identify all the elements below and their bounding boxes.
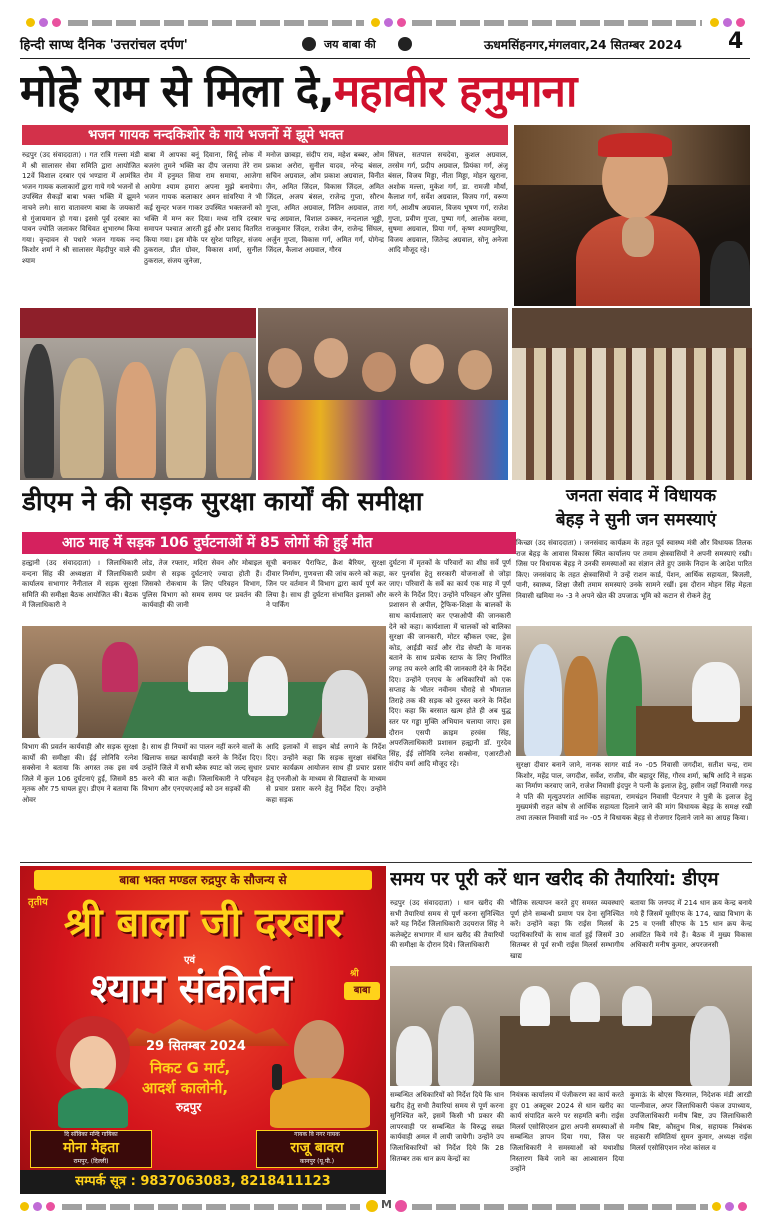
place-date: ऊधमसिंहनगर,मंगलवार,24 सितम्बर 2024	[484, 38, 682, 52]
mla-person-2	[564, 656, 598, 756]
crowd-top-shade	[512, 308, 752, 348]
ad-singer-left-caption: दि सॉविका मन्दि गायिका	[64, 1131, 118, 1138]
ad-singer-left-face	[70, 1036, 116, 1092]
lead-col-2: बाबा में आपका बनूं दिवाना, सिर्दू लोक में बजरंग तुमने भक्ति का दीप जलाया तेरे राम रोम में हनुमत सिया राम समाया, आजेगा आयेगा श्याम हमारा अपना मुझे बनायेगा। भजन गायक कलाकार अमन सांवरिया ने भी कई सुन्दर भजन गाकर उपस्थित भक्तजनों को भक्ति में मग्न कर दिया। मध्य रात्रि दरबार समापन पश्चात आरती हुई और प्रसाद वितरित किया गया। इस मौके पर सुरेश पारिहर, संजय ठुकराल, प्रीत ग्रोवर, विकास शर्मा, सुनील ठुकराल, संजय जुनेजा,	[144, 151, 262, 265]
tagline-ornament-right	[398, 37, 412, 51]
paddy-person-3	[520, 986, 550, 1026]
paddy-col-2: भौतिक सत्यापन करते हुए समस्त व्यवस्थाएं पूर्ण होने सम्बन्धी प्रमाण पत्र देना सुनिश्चित करें। उन्होंने कहा कि राईस मिलर्स के पदाधिकारियों के साथ वार्ता हुई जिसमें 30 सितम्बर से पूर्व सभी राईस मिलर्स सम्भागीय खाद्य	[510, 899, 624, 960]
dm-col-1: हल्द्वानी (उद संवाददाता) । जिलाधिकारी वन्दना सिंह की अध्यक्षता में जिलाधिकारी कार्यालय सभागार नैनीताल में सड़क सुरक्षा समिति की समीक्षा बैठक आयोजित की। बैठक में जिलाधिकारी ने	[22, 559, 138, 610]
paddy-bottom-col-3: कुमाऊं के बोएस फिरमाल, निदेशक मंडी आरडी पाल्नीवाल, अपर जिलाधिकारी पंकज उपाध्याय, उपजिलाधिकारी मनीष बिष्ट, उप जिलाधिकारी मनीष बिष्ट, कौस्तुभ मिश्र, सहायक निबंधक सहकारी समितियां सुमन कुमार, अध्यक्ष राईस मिलर्स एसोसिएशन नरेश कांसल व	[630, 1091, 752, 1152]
paddy-bottom-col-1: सम्बन्धित अधिकारियों को निर्देश दिये कि धान खरीद हेतु सभी तैयारियां समय से पूर्ण करना सुनिश्चित करें, इसमें किसी भी प्रकार की लापरवाही पर सम्बन्धित के विरुद्ध सख्त कार्यवाही अमल में लायी जायेगी। उन्होंने उप जिलाधिकारियों को निर्देश दिये कि 28 सितम्बर तक धान क्रय केन्द्रों का	[390, 1091, 504, 1163]
ad-title-line1: श्री बाला जी दरबार	[63, 900, 343, 946]
decor-dot-pink	[52, 18, 61, 27]
paddy-col-3: बताया कि जनपद में 214 धान क्रय केन्द्र बनाये गये हैं जिसमें यूसीएफ के 174, खाद्य विभाग के 25 व एनसी सीएफ के 15 धान क्रय केन्द्र आवंटित किये गये हैं। बैठक में मुख्य विकास अधिकारी मनीष कुमार, अपरजनसी	[630, 899, 752, 950]
crowd-rows	[512, 348, 752, 480]
audience-face-3	[362, 352, 396, 392]
dm-meeting-photo	[22, 626, 386, 738]
section-divider	[20, 862, 752, 863]
singer-photo	[514, 125, 750, 306]
stage-person-1	[24, 344, 54, 478]
lead-headline-black: मोहे राम से मिला दे,	[20, 66, 334, 117]
decor-dot-purple	[39, 18, 48, 27]
paper-name: हिन्दी साप्ध दैनिक 'उत्तरांचल दर्पण'	[20, 38, 188, 53]
decor-dot-yellow	[26, 18, 35, 27]
mla-headline-line1: जनता संवाद में विधायक	[565, 486, 717, 506]
mla-body-bottom: सुरक्षा दीवार बनाने जाने, नानक सागर वार्ड न० -05 निवासी जगदीश, सतीश चन्द्र, राम किशोर, महेंद्र पाल, जगदीश, सर्वेश, राजीव, वीर बहादुर सिंह, गौरव शर्मा, ऋषि आदि ने सड़क का निर्माण करवाए जाने, राजेश निवासी इंदपुर ने पत्नी के इलाज हेतु, हसीन जहाँ निवासी गरुड़ ने पति की मृत्युउपरांत आर्थिक सहायता, रामचंद्रन निवासी पेंटनपार ने पुत्री के इलाज हेतु मुख्यमंत्री राहत कोष से आर्थिक सहायता दिलाने जाने की मांग विधायक बेहड़ के समक्ष रखी तथा तत्काल निवासी वार्ड न० -05 ने विधायक बेहड़ से रोजगार दिलाने जाने का आग्रह किया।	[516, 761, 752, 822]
bottom-dot-pink	[46, 1202, 55, 1211]
audience-face-4	[410, 344, 444, 384]
ad-singer-right-name: राजू बावरा	[290, 1140, 344, 1156]
audience-face-1	[268, 348, 302, 388]
ad-singer-right-face	[294, 1020, 344, 1082]
paddy-bottom-col-2: नियंत्रक कार्यालय में पंजीकरण का कार्य करते हुए 01 अक्टूबर 2024 से धान खरीद का कार्य संपादित करने पर सहमति बनी। राईस मिलर्स एसोसिएशन द्वारा अपनी समस्याओं से सम्बन्धित ज्ञापन दिया गया, जिस पर जिलाधिकारी ने समस्याओं को यथाशीघ्र निस्तारण किये जाने का आश्वासन दिया उन्होंने	[510, 1091, 624, 1174]
dm-col-2: लोड, तेज रफ्तार, मदिरा सेवन और मोबाइल प्रयोग से सड़क दुर्घटनाएं ज्यादा होती हैं। जिसको रोकथाम के लिए परिवहन विभाग, पुलिस विभाग को समय समय पर प्रवर्तन की कार्यवाही की जानी	[142, 559, 262, 610]
decor-dot-purple-right	[723, 18, 732, 27]
event-photo-audience	[258, 308, 508, 480]
stage-person-4	[166, 348, 206, 478]
page-number: 4	[728, 29, 744, 54]
event-photo-crowd	[512, 308, 752, 480]
lead-col-3: मनोज छाबड़ा, संदीप राव, महेश बब्बर, ओम प्रकाश अरोरा, सुनील यादव, नरेन्द्र बंसल, सचिन अग्रवाल, ओम प्रकाश अग्रवाल, विनीत जैन, अमित जिंदल, विकास जिंदल, अमित जिंदल, अजय बंसल, राजेन्द्र गुप्ता, सौरभ गुप्ता, अमित अग्रवाल, नितिन अग्रवाल, तारा चन्द्र अग्रवाल, विशाल ठक्कर, नन्दलाल भूड्डी, राजकुमार जिंदल, राजेश जैन, राजेन्द्र सिंघल, अर्जुन गुप्ता, विकास गर्ग, अमित गर्ग, योगेन्द्र जिंदल, कैलाश अग्रवाल, गौरव	[266, 151, 384, 255]
ad-shree-small: श्री	[350, 969, 359, 979]
singer-hands	[622, 217, 654, 257]
bottom-dash-row-left	[62, 1204, 360, 1210]
dm-bottom-col-3: आदि इलाकों में साइन बोर्ड लगाने के निर्देश दिए। उन्होंने कहा कि सड़क सुरक्षा संबंधित प्रचार कार्यक्रम आयोजन साथ ही प्रचार प्रसार हेतु एनजीओ के माध्यम से विद्यालयों के माध्यम से प्रचार प्रसार करने हेतु निर्देश दिए। उन्होंने कहा सड़क	[266, 743, 386, 804]
bottom-dot-purple	[33, 1202, 42, 1211]
mla-person-1	[524, 644, 562, 756]
lead-headline	[20, 64, 755, 122]
meeting-person-4	[248, 656, 288, 716]
ad-tritiya: तृतीय	[28, 897, 48, 908]
ad-city: रुद्रपुर	[176, 1100, 202, 1114]
ad-venue-line1: निकट G मार्ट,	[150, 1059, 231, 1077]
bottom-marker: M	[381, 1198, 392, 1211]
bottom-dot-yellow	[20, 1202, 29, 1211]
ad-venue-line2: आदर्श कालोनी,	[142, 1079, 229, 1097]
bottom-dot-pink-right	[738, 1202, 747, 1211]
decor-dot-pink-mid	[397, 18, 406, 27]
stage-person-3	[116, 362, 156, 478]
meeting-person-5	[322, 670, 368, 738]
lead-col-4: सिंघल, सतपाल सचदेवा, कुशल अग्रवाल, तरसेम गर्ग, प्रदीप अग्रवाल, प्रियंका गर्ग, अंजू बंसल, विजय मिड्डा, नीता मिड्डा, मोहन खुराना, अशोक मल्ला, मुकेश गर्ग, डा. रामजी मौर्या, कैलाश गर्ग, सर्वेश अग्रवाल, विजय गर्ग, वरूण गर्ग, आशीष अग्रवाल, विजय भूषण गर्ग, राजेश गुप्ता, प्रवीण गुप्ता, पुष्पा गर्ग, आलोक वरमा, सुषमा अग्रवाल, प्रिया गर्ग, कृष्ण श्यामपुरिया, विजय अग्रवाल, जितेन्द्र अग्रवाल, सोनू अनेजा आदि मौजूद रहे।	[388, 151, 508, 255]
paddy-person-2	[438, 1006, 474, 1086]
dm-col-3: सूची बनाकर पैराफिट, क्रैश बैरियर, सुरक्षा दीवार निर्माण, गुणवत्ता की जांच करने को कहा, जिन पर वर्तमान में विभाग द्वारा कार्य पूर्ण कर लिया है। साथ ही दुर्घटना संभावित इलाकों और ने पार्किंग	[266, 559, 386, 610]
ad-singer-right-photo	[260, 1016, 378, 1128]
mla-photo	[516, 626, 752, 756]
dm-subhead: आठ माह में सड़क 106 दुर्घटनाओं में 85 लोगों की हुई मौत	[22, 532, 516, 554]
dm-col-4: दुर्घटना में मृतकों के परिवारों का शीघ्र सर्वे पूर्ण कर पुनर्वास हेतु सरकारी योजनाओं से जोड़ा जाए। परिवारों के सर्वे का कार्य एक माह में पूर्ण करने के निर्देश दिए। उन्होंने परिवहन और पुलिस प्रशासन से अपील, ट्रैफिक-शिक्षा के बालकों के साथ कार्यशालाएं कर एप्सओपी की जानकारी देने को कहा। कार्यशाला में चालकों को बालिका सुरक्षा की जानकारी, मोटर व्हीकल एक्ट, ड्रेस कोड, आईडी कार्ड और रोड सेफ्टी के मानक बताने के साथ प्रत्येक स्टाफ के लिए निर्धारित जगह तय करने आदि की जानकारी देने के निर्देश दिए। उन्होंने एनएच के अधिकारियों को एक सप्ताह के भीतर नवीनम चौराहे से भीमताल तिराहे तक की सड़क को दुरुस्त करने के निर्देश दिए। कहा कि बरसात खत्म होते ही अब युद्ध स्तर पर गड्ढा मुक्ति अभियान चलाया जाए। इस दौरान एसपी क्राइम हरवंस सिंह, अपरजिलाधिकारी प्रशासन हल्द्वानी डॉ. गुरदेव सिंह, ईई लोनिवि रत्नेश सक्सेना, एआरटीओ संदीप वर्मा आदि मौजूद रहे।	[389, 559, 511, 769]
meeting-person-3	[188, 646, 228, 692]
ad-contact: सम्पर्क सूत्र : 9837063083, 8218411123	[20, 1170, 386, 1194]
audience-saris	[258, 400, 508, 480]
ad-singer-right-caption: गायक वि नगर गायक	[294, 1131, 340, 1138]
decor-dash-row-right	[412, 20, 702, 26]
decor-dot-pink-right	[736, 18, 745, 27]
top-decor-bar	[0, 0, 770, 30]
masthead	[20, 29, 750, 59]
singer-cap	[598, 133, 672, 157]
bottom-dot-yellow-right	[712, 1202, 721, 1211]
center-tagline: जय बाबा की	[324, 38, 376, 51]
audience-face-5	[458, 350, 492, 390]
ad-singer-right-body	[270, 1078, 370, 1128]
audience-right	[710, 241, 750, 306]
ad-banner: बाबा भक्त मण्डल रुद्रपुर के सौजन्य से	[34, 870, 372, 890]
paddy-col-1: रुद्रपुर (उद संवाददाता) । धान खरीद की सभी तैयारियां समय से पूर्ण करना सुनिश्चित करें यह निर्देश जिलाधिकारी उदयराज सिंह ने कलेक्ट्रेट सभागार में धान खरीद की तैयारियों की समीक्षा के दौरान दिये। जिलाधिकारी	[390, 899, 504, 950]
stage-backdrop	[20, 308, 256, 338]
ad-singer-left-place: रामपुर, (दिल्ली)	[73, 1158, 109, 1165]
meeting-person-2	[102, 642, 138, 692]
stage-person-5	[216, 352, 252, 478]
lead-col-1: रुद्रपुर (उद संवाददाता) । गत रात्रि गल्ला मंडी में श्री सालासर सेवा समिति द्वारा आयोजित 12वें विशाल दरबार एवं भण्डारा में आमंत्रित भजन गायक कलाकारों द्वारा गाये गये भजनों से उपस्थित सैकड़ों बाबा भक्त भक्ति में झूमने नाचने लगे। सारा वातावरण बाबा के जयकारों से गुंजायमान हो गया। इससे पूर्व दरबार का पावन ज्योति जलाकर विधिवत शुभारम्भ किया गया। वृन्दावन से पधारे भजन गायक नन्द किशोर शर्मा ने श्री सालासर मेंहदीपुर वाले की श्याम	[22, 151, 140, 265]
ad-date: 29 सितम्बर 2024	[146, 1039, 246, 1054]
ad-singer-left-name: मोना मेहता	[63, 1140, 119, 1156]
bottom-decor-bar	[0, 1198, 770, 1226]
ad-singer-left-plate	[30, 1130, 152, 1168]
dm-headline: डीएम ने की सड़क सुरक्षा कार्यों की समीक्षा	[22, 487, 423, 517]
bottom-marker-dot-2	[395, 1200, 407, 1212]
lead-subhead: भजन गायक नन्दकिशोर के गाये भजनों में झूमे भक्त	[22, 125, 508, 145]
paddy-meeting-photo	[390, 966, 752, 1086]
audience-face-2	[314, 338, 348, 378]
decor-dash-row-left	[68, 20, 364, 26]
ad-singer-right-place: कानपुर (यू.पी.)	[299, 1158, 335, 1165]
mla-person-seated	[692, 662, 740, 722]
paddy-person-5	[622, 986, 652, 1026]
ad-singer-right-plate	[256, 1130, 378, 1168]
stage-person-2	[60, 358, 104, 478]
dm-bottom-col-2: है। साथ ही नियमों का पालन नहीं करने वालों के खिलाफ सख्त कार्यवाही करने के निर्देश दिए। उन्होंने जिले में सभी ब्लैक स्पाट को जल्द सुधार करने की बात कही। जिलाधिकारी ने परिवहन विभाग और एनएचएआई को उन सड़कों की	[142, 743, 262, 794]
decor-dot-yellow-mid	[371, 18, 380, 27]
paddy-person-1	[396, 1026, 432, 1086]
ad-evam: एवं	[184, 955, 196, 966]
meeting-person-1	[38, 664, 78, 738]
bottom-dot-purple-right	[725, 1202, 734, 1211]
paddy-table	[500, 1016, 700, 1086]
mla-body-top: किच्छा (उद संवाददाता) । जनसंवाद कार्यक्रम के तहत पूर्व स्वास्थ्य मंत्री और विधायक तिलक राज बेहड़ के आवास विकास स्थित कार्यालय पर तमाम क्षेत्रवासियों ने अपनी समस्याएं रखी। जिस पर विधायक बेहड़ ने उनकी समस्याओं का संज्ञान लेते हुए उसके निदान के आदेश पारित किए। जनसंवाद के तहत क्षेत्रवासियों ने उन्हें राशन कार्ड, पेंशन, आर्थिक सहायता, बिजली, पानी, स्वास्थ्य, शिक्षा जैसी तमाम समस्याएं उनके सामने रखीं। इस दौरान मोहन सिंह मेहता निवासी खमिया न० -3 ने अपने खेत की उपजाऊ भूमि को कटान से रोकने हेतु	[516, 539, 752, 600]
mla-headline-line2: बेहड़ ने सुनी जन समस्याएं	[555, 510, 717, 530]
paddy-headline: समय पर पूरी करें धान खरीद की तैयारियां: डीएम	[390, 869, 719, 890]
bottom-marker-dot	[366, 1200, 378, 1212]
event-advertisement	[20, 866, 386, 1194]
decor-dot-yellow-right	[710, 18, 719, 27]
ad-singer-left-photo	[52, 1016, 134, 1128]
paddy-person-4	[570, 982, 600, 1022]
lead-headline-red: महावीर हनुमाना	[333, 66, 577, 117]
paddy-person-6	[690, 1006, 730, 1086]
event-photo-stage	[20, 308, 256, 480]
ad-baba-badge: बाबा	[344, 982, 380, 1000]
decor-dot-purple-mid	[384, 18, 393, 27]
dm-bottom-col-1: विभाग की प्रवर्तन कार्यवाही और सड़क सुरक्षा कार्यों की समीक्षा की। ईई लोनिवि रत्नेश सक्सेना ने बताया कि अगस्त तक इस वर्ष जिले में कुल 106 दुर्घटनाएं हुईं, जिसमें 85 मृतक और 75 घायल हुए। डीएम ने बताया कि ओवर	[22, 743, 138, 804]
ad-singer-left-body	[58, 1088, 128, 1128]
ad-title-line2: श्याम संकीर्तन	[90, 966, 292, 1012]
tagline-ornament-left	[302, 37, 316, 51]
bottom-dash-row-right	[412, 1204, 708, 1210]
ad-mic-icon	[272, 1064, 282, 1090]
